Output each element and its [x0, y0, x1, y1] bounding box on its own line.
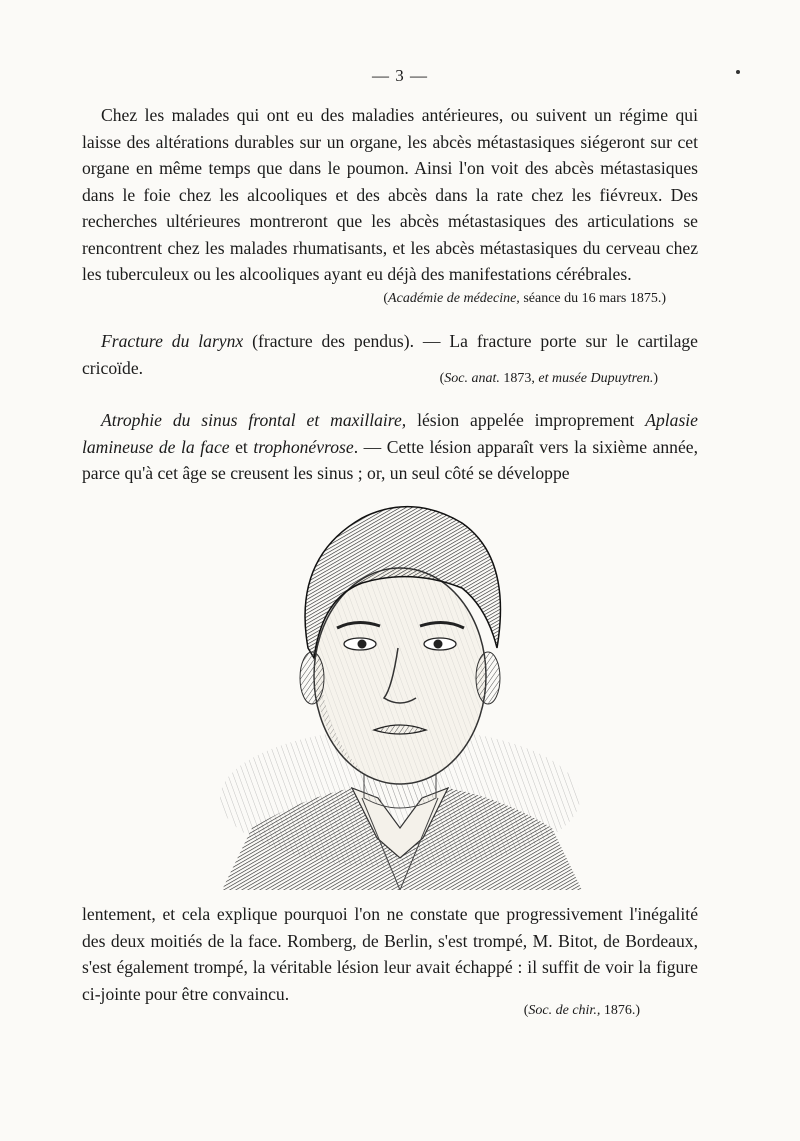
citation-source: Académie de médecine,	[388, 291, 520, 306]
larynx-title: Fracture du larynx	[101, 331, 244, 351]
paragraph-abces	[82, 102, 698, 288]
citation-academie	[383, 291, 666, 307]
aplasie-term: Aplasie lamineuse de la face	[82, 410, 698, 457]
portrait-engraving-icon	[212, 498, 588, 890]
page-number: — 3 —	[372, 66, 428, 85]
citation-source-2: et musée Dupuytren.	[538, 371, 654, 386]
paragraph-atrophie: Atrophie du sinus frontal et maxillaire, lésion appelée improprement Aplasie lamineuse de la face et trophonévrose. — Cette lésion apparaît vers la sixième année, parce qu'à cet âge se creusent les sinus ; or, un seul côté se développe	[82, 410, 698, 483]
trophonevrose-term: trophonévrose	[253, 436, 354, 457]
citation-soc-chir: (Soc. de chir., 1876.)	[523, 1003, 640, 1018]
citation-soc-anat: (Soc. anat. 1873, et musée Dupuytren.)	[439, 371, 658, 386]
larynx-text: (fracture des pendus). — La fracture porte sur le cartilage cricoïde.	[82, 331, 698, 378]
paragraph-abces-text: Chez les malades qui ont eu des maladies antérieures, ou suivent un régime qui laisse des altérations durables sur un organe, les abcès métastasiques siégeront sur cet organe en même temps que dans le poumon. Ainsi l'on voit des abcès métastasiques dans le foie chez les alcooliques et des abcès dans la rate chez les fiévreux. Des recherches ultérieures montreront que les abcès métastasiques des articulations se rencontrent chez les malades rhumatisants, et les abcès métastasiques du cerveau chez les tuberculeux ou les alcooliques ayant eu déjà des manifestations cérébrales.	[82, 105, 698, 284]
citation-source: Soc. anat.	[444, 371, 500, 386]
ink-speck	[736, 70, 740, 74]
citation-source: Soc. de chir.,	[528, 1003, 601, 1018]
paragraph-conclusion	[82, 901, 698, 1007]
citation-rest: séance du 16 mars 1875.)	[519, 291, 666, 306]
atrophie-title: Atrophie du sinus frontal et maxillaire,	[101, 410, 407, 430]
paragraph-conclusion-text: lentement, et cela explique pourquoi l'on ne constate que progressivement l'inégalité des deux moitiés de la face. Romberg, de Berlin, s'est trompé, M. Bitot, de Bordeaux, s'est également trompé, la véritable lésion leur avait échappé : il suffit de voir la figure ci-jointe pour être convaincu.	[82, 904, 698, 1004]
citation-open: (	[383, 291, 389, 306]
